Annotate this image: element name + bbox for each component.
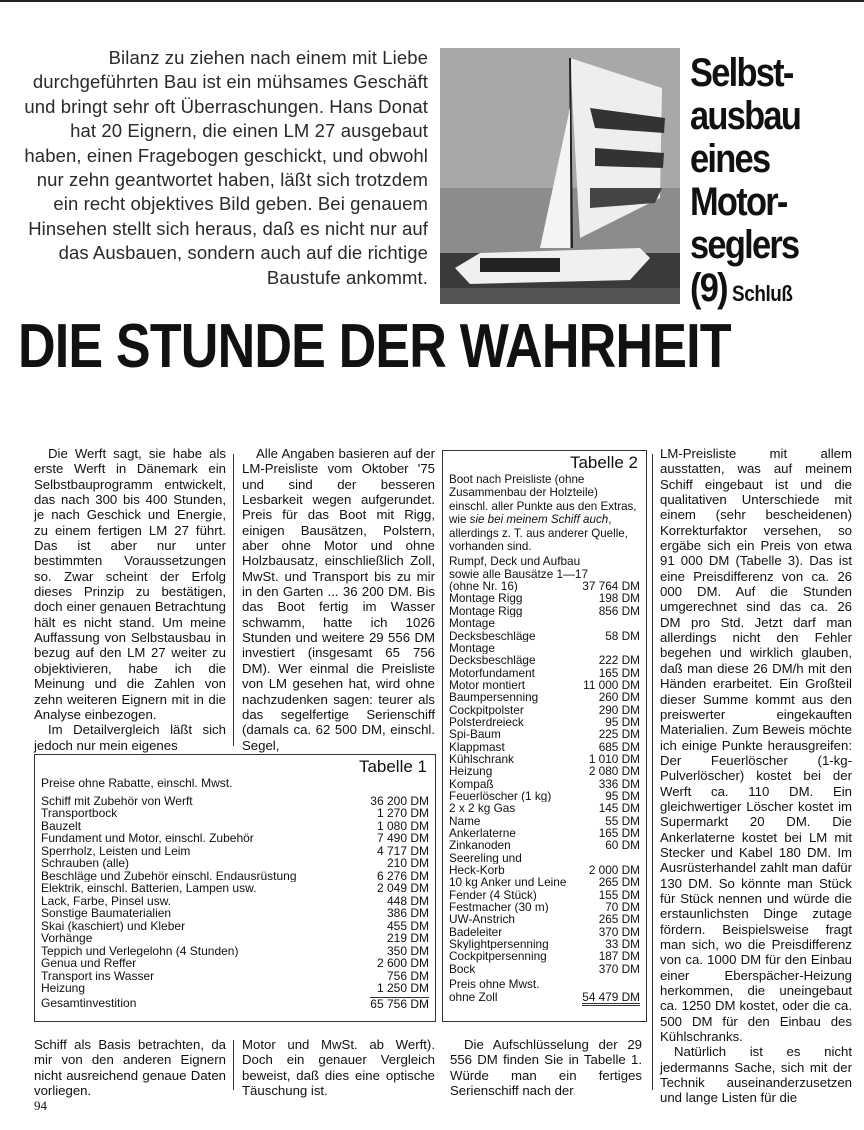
side-title-line: Motor- [690,180,787,224]
table-2-row-label: Rumpf, Deck und Aufbau [449,555,581,568]
table-2-header [443,473,646,553]
table-1-row-label: Bauzelt [41,819,82,833]
table-2-row-value: 95 DM [605,788,640,803]
col4-paragraph-1: LM-Preisliste mit allem ausstatten, was auf meinem Schiff eingebaut ist und die qualitativen Unterschiede mit einem (sehr bescheidenen) Korrekturfaktor versehen, so ergäbe sich ein Preis von etwa 91 000 DM (Tabelle 3). Das ist eine Preisdifferenz von ca. 26 000 DM. Auf die Stunden umgerechnet sind das ca. 26 DM pro Std. Jetzt darf man allerdings nicht den Fehler begehen und wirklich glauben, daß man diese 26 DM/h mit den Händen erarbeitet. Ein Großteil dieser Summe kommt aus den preiswerter eingekauften Materialien. Zum Beweis möchte ich einige Punkte herausgreifen: Der Feuerlöscher (1-kg-Pulverlöscher) kostet bei der Werft ca. 110 DM. Ein gleichwertiger Löscher kostet im Supermarkt 20 DM. Die Ankerlaterne kostet bei LM mit Stecker und Kabel 180 DM. Im Ausrüsterhandel zahlt man dafür 130 DM. So könnte man Stück für Stück nennen und würde die erstaunlichsten Dinge zutage fördern. Beispielsweise fragt man sich, wo die Preisdifferenz von ca. 1000 DM für den Einbau einer Eberspächer-Heizung herkommen, die uneingebaut ca. 1250 DM kostet, oder die ca. 500 DM für den Einbau des Kühlschranks. [660,446,852,1045]
table-1-row-label: Lack, Farbe, Pinsel usw. [41,894,172,908]
headline: DIE STUNDE DER WAHRHEIT [18,312,731,381]
table-1-row-value: 6 276 DM [376,868,429,883]
table-2-row-label: Motor montiert [449,678,526,692]
table-2-row-label: Heck-Korb [449,864,505,877]
table-1-total-label: Gesamtinvestition [41,996,137,1010]
table-1-row [41,807,429,820]
table-2-row-label: Decksbeschläge [449,629,536,642]
table-2-row-value: 165 DM [598,826,640,840]
table-1-row-value: 1 250 DM [376,981,429,996]
table-2-row-value: 70 DM [605,900,640,915]
table-2 [442,450,647,1022]
table-2-header-text: Boot nach Preisliste (ohne Zusammenbau der Holzteile) einschl. aller Punkte aus den Extras, wie [449,473,637,527]
side-title [690,52,838,315]
column-divider [233,454,234,746]
table-2-row-label: Cockpitpersenning [449,950,547,963]
top-rule [0,0,864,2]
table-1-row [41,832,429,845]
table-2-row-value: 856 DM [598,603,640,618]
table-2-row [449,630,640,642]
table-2-row-label: Montage [449,617,495,630]
table-2-row-value: 2 000 DM [588,863,640,878]
table-2-row-label: Cockpitpolster [449,703,524,716]
table-1-row-value: 1 080 DM [376,818,429,833]
col2-paragraph-1: Alle Angaben basieren auf der LM-Preisliste vom Oktober '75 und sind der besseren Lesbarkeit wegen aufgerundet. Preis für das Boot mit Rigg, einigen Bausätzen, Polstern, aber ohne Motor und ohne Holzbausatz, einschließlich Zoll, MwSt. und Transport bis zu mir in den Garten ... 36 200 DM. Bis das Boot fertig im Wasser schwamm, hatte ich 1026 Stunden und weitere 29 556 DM investiert (insgesamt 65 756 DM). Wer einmal die Preisliste von LM gesehen hat, wird ohne nachzudenken sagen: teurer als das segelfertige Serienschiff (damals ca. 62 500 DM, einschl. Segel, [242,446,435,753]
table-1-row-value: 350 DM [386,943,429,958]
table-2-row-value: 1 010 DM [588,751,640,766]
table-2-total-label-1: Preis ohne Mwst. [449,978,540,991]
table-1-row [41,982,429,995]
col2-paragraph-2: Motor und MwSt. ab Werft). Doch ein genauer Vergleich beweist, daß dies eine optische Täuschung ist. [242,1037,435,1099]
table-2-row-label: sowie alle Bausätze 1—17 [449,567,589,581]
table-2-row-label: Bock [449,962,476,976]
table-1-row-label: Beschläge und Zubehör einschl. Endausrüstung [41,869,297,883]
table-2-row-label: Badeleiter [449,925,503,939]
side-title-line: eines [690,137,770,181]
table-2-row-label: Motorfundament [449,666,535,679]
table-2-row-value: 187 DM [598,949,640,964]
table-1-row-label: Transport ins Wasser [41,969,155,983]
table-2-row-label: 2 x 2 kg Gas [449,802,516,815]
table-2-row-value: 58 DM [605,628,640,643]
table-2-row-label: Name [449,814,481,827]
table-1-row-label: Fundament und Motor, einschl. Zubehör [41,832,254,845]
side-title-part-number: (9) [690,266,727,310]
table-2-row-label: Montage Rigg [449,592,523,605]
table-1-row [41,857,429,870]
column-4 [660,446,852,1106]
table-1-row [41,920,429,933]
table-2-header-italic: sie bei meinem Schiff auch [469,513,609,527]
table-1-header: Preise ohne Rabatte, einschl. Mwst. [41,776,233,790]
table-1-row-label: Sonstige Baumaterialien [41,907,172,920]
table-2-row-value: 265 DM [598,875,640,890]
table-1-row [41,845,429,858]
table-2-row-label: Montage [449,641,495,655]
column-3-lower [450,1037,642,1098]
table-1-row [41,870,429,883]
side-title-line: Selbst- [690,51,793,95]
table-1-row [41,895,429,908]
table-2-row-value: 225 DM [598,727,640,742]
table-1-row [41,970,429,983]
column-2-lower [242,1037,435,1098]
table-2-row-label: Festmacher (30 m) [449,901,549,914]
table-1-row-label: Sperrholz, Leisten und Leim [41,844,191,858]
side-title-schluss: Schluß [732,281,793,306]
table-2-row-label: Seereling und [449,851,522,865]
table-2-row-label: Ankerlaterne [449,827,516,840]
table-1-row-value: 36 200 DM [370,793,429,808]
table-1 [34,754,436,1022]
table-1-row-label: Schiff mit Zubehör von Werft [41,794,193,808]
table-1-row [41,820,429,833]
table-2-row-value: 222 DM [598,653,640,668]
table-2-row-value: 370 DM [598,961,640,976]
table-2-row-value: 198 DM [598,591,640,606]
col1-paragraph-1: Die Werft sagt, sie habe als erste Werft in Dänemark ein Selbstbauprogramm entwickelt, das nach 300 bis 400 Stunden, je nach Geschick und Energie, zu einem fertigen LM 27 führt. Das ist aber nur unter bestimmten Voraussetzungen so. Zwar scheint der Erfolg dieses Prinzip zu bestätigen, doch einer genauen Betrachtung hält es nicht stand. Um meine Auffassung von Selbstausbau in bezug auf den LM 27 weiter zu objektivieren, habe ich die Meinung und die Zahlen von zehn weiteren Eignern mit in die Analyse einbezogen. [34,446,226,722]
table-2-row [449,555,640,567]
table-1-total-value: 65 756 DM [370,996,429,1011]
table-1-row [41,795,429,808]
table-2-row [449,605,640,617]
table-2-row [449,765,640,777]
table-1-row-label: Skai (kaschiert) und Kleber [41,919,186,933]
table-2-total-row-1 [449,978,640,991]
column-divider [233,1040,234,1090]
table-2-row-value: 370 DM [598,924,640,939]
table-1-row [41,932,429,945]
table-1-row [41,945,429,958]
table-2-row [449,802,640,814]
table-2-row [449,913,640,925]
sailboat-photo [440,48,680,304]
table-1-row-label: Genua und Reffer [41,957,137,970]
table-1-row-value: 219 DM [386,931,429,946]
table-2-row-label: Zinkanoden [449,839,511,852]
table-2-row-label: (ohne Nr. 16) [449,580,518,593]
column-2-upper [242,446,435,753]
table-2-row-value: 265 DM [598,912,640,927]
table-2-row-label: 10 kg Anker und Leine [449,876,567,889]
table-1-row-value: 2 049 DM [376,881,429,896]
table-2-row-value: 33 DM [605,937,640,952]
table-2-row-label: Skylightpersenning [449,938,549,951]
table-2-row-value: 165 DM [598,665,640,680]
table-1-rows [35,795,435,995]
table-2-row-value: 685 DM [598,739,640,754]
table-1-row-label: Schrauben (alle) [41,857,130,870]
table-2-row-value: 260 DM [598,690,640,705]
table-1-row-value: 1 270 DM [376,806,429,821]
table-2-row [449,691,640,703]
table-2-row-label: Feuerlöscher (1 kg) [449,789,552,803]
table-1-row-value: 210 DM [386,856,429,871]
table-2-row-label: Kompaß [449,777,494,790]
table-2-row-label: Kühlschrank [449,752,514,766]
table-1-caption: Tabelle 1 [358,757,427,776]
table-2-row-value: 60 DM [605,838,640,853]
table-1-row-value: 4 717 DM [376,843,429,858]
table-2-row-label: Baumpersenning [449,691,539,704]
table-2-row-value: 145 DM [598,801,640,816]
table-2-total-value: 54 479 DM [582,991,640,1007]
table-2-row-label: Klappmast [449,740,505,753]
col4-paragraph-2: Natürlich ist es nicht jedermanns Sache, sich mit der Technik auseinanderzusetzen und lange Listen für die [660,1044,852,1106]
page-number: 94 [34,1098,47,1113]
col1-paragraph-2: Im Detailvergleich läßt sich jedoch nur mein eigenes [34,722,226,753]
table-2-row-value: 155 DM [598,887,640,902]
table-2-row-value: 95 DM [605,714,640,729]
table-2-row-value: 2 080 DM [588,764,640,779]
table-1-row-value: 455 DM [386,918,429,933]
table-1-row-value: 448 DM [386,893,429,908]
table-1-row-value: 2 600 DM [376,956,429,971]
table-2-row [449,963,640,975]
table-2-row-label: Polsterdreieck [449,715,524,729]
table-2-row [449,950,640,962]
column-divider [652,454,653,1090]
table-1-total-row [41,997,429,1011]
table-1-row-label: Transportbock [41,807,118,820]
col3-paragraph-1: Die Aufschlüsselung der 29 556 DM finden Sie in Tabelle 1. Würde man ein fertiges Serienschiff nach der [450,1037,642,1099]
table-2-row-value: 11 000 DM [583,677,640,692]
table-1-row-value: 7 490 DM [376,831,429,846]
table-2-total-row-2 [449,991,640,1007]
table-2-row-label: Spi-Baum [449,728,501,741]
table-2-row [449,654,640,666]
table-2-row [449,617,640,629]
intro-paragraph: Bilanz zu ziehen nach einem mit Liebe durchgeführten Bau ist ein mühsames Geschäft und bringt sehr oft Überraschungen. Hans Donat hat 20 Eignern, die einen LM 27 ausgebaut haben, einen Fragebogen geschickt, und obwohl nur zehn geantwortet haben, läßt sich trotzdem ein recht objektives Bild geben. Bei genauem Hinsehen stellt sich heraus, daß es nicht nur auf das Ausbauen, sondern auch auf die richtige Baustufe ankommt. [24,47,428,288]
table-1-row-label: Heizung [41,982,86,995]
table-2-row [449,728,640,740]
table-2-row [449,592,640,604]
table-2-row-value: 37 764 DM [582,579,640,594]
table-2-header-end: , allerdings z. T. aus anderer Quelle, vorhanden sind. [449,513,628,554]
table-1-row-value: 756 DM [386,968,429,983]
table-2-total-label-2: ohne Zoll [449,990,498,1004]
side-title-line: seglers [690,223,799,267]
table-1-row [41,957,429,970]
table-2-rows [443,555,646,975]
side-title-line: ausbau [690,94,801,138]
column-1-upper [34,446,226,753]
table-2-row-label: Heizung [449,765,493,778]
table-2-row-label: Montage Rigg [449,604,523,618]
table-1-row-value: 386 DM [386,906,429,921]
column-1-lower [34,1037,226,1098]
table-1-row-label: Elektrik, einschl. Batterien, Lampen usw. [41,882,257,895]
table-1-row-label: Vorhänge [41,932,93,945]
table-2-row-label: Decksbeschläge [449,654,536,667]
table-2-row-label: Fender (4 Stück) [449,888,537,902]
table-2-row [449,876,640,888]
table-2-row [449,839,640,851]
col1-paragraph-3: Schiff als Basis betrachten, da mir von den anderen Eignern nicht ausreichend genaue Daten vorliegen. [34,1037,226,1099]
table-1-row-label: Teppich und Verlegelohn (4 Stunden) [41,944,239,958]
table-1-row [41,882,429,895]
table-2-row-value: 55 DM [605,813,640,828]
table-2-caption: Tabelle 2 [569,453,638,472]
table-2-row-value: 336 DM [598,776,640,791]
table-2-row-value: 290 DM [598,702,640,717]
table-2-row-label: UW-Anstrich [449,913,515,926]
table-1-row [41,907,429,920]
